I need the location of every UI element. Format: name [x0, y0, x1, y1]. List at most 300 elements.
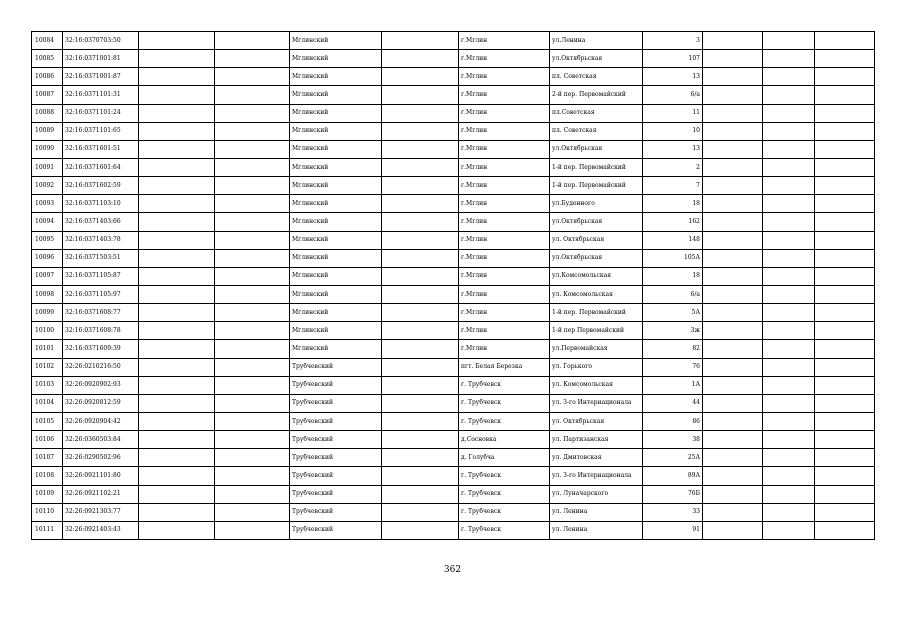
street-cell: 1-й пер. Первомайский	[550, 177, 643, 195]
house-number-cell: 1А	[643, 376, 703, 394]
district-cell: Трубчевский	[290, 431, 382, 449]
empty-cell	[703, 467, 763, 485]
settlement-cell: г. Трубчевск	[459, 376, 550, 394]
cadastral-number-cell: 32:16:0371101:24	[63, 104, 139, 122]
empty-cell	[815, 358, 875, 376]
cadastral-number-cell: 32:16:0371608:78	[63, 322, 139, 340]
empty-cell	[139, 485, 215, 503]
settlement-cell: г.Мглин	[459, 340, 550, 358]
empty-cell	[382, 213, 459, 231]
empty-cell	[382, 249, 459, 267]
empty-cell	[382, 50, 459, 68]
empty-cell	[139, 104, 215, 122]
district-cell: Трубчевский	[290, 467, 382, 485]
street-cell: ул.Октябрьская	[550, 50, 643, 68]
empty-cell	[703, 177, 763, 195]
empty-cell	[703, 285, 763, 303]
settlement-cell: г.Мглин	[459, 195, 550, 213]
record-number-cell: 10102	[32, 358, 63, 376]
settlement-cell: г.Мглин	[459, 140, 550, 158]
empty-cell	[763, 412, 815, 430]
settlement-cell: г.Мглин	[459, 267, 550, 285]
district-cell: Трубчевский	[290, 358, 382, 376]
empty-cell	[215, 50, 290, 68]
cadastral-number-cell: 32:26:0360503:84	[63, 431, 139, 449]
district-cell: Мглинский	[290, 267, 382, 285]
street-cell: 2-й пер. Первомайский	[550, 86, 643, 104]
record-number-cell: 10095	[32, 231, 63, 249]
record-number-cell: 10106	[32, 431, 63, 449]
house-number-cell: 13	[643, 68, 703, 86]
settlement-cell: г.Мглин	[459, 122, 550, 140]
empty-cell	[815, 394, 875, 412]
empty-cell	[139, 467, 215, 485]
empty-cell	[763, 304, 815, 322]
street-cell: ул. Октябрьская	[550, 412, 643, 430]
table-row	[32, 86, 875, 104]
empty-cell	[703, 304, 763, 322]
table-row	[32, 32, 875, 50]
registry-table	[31, 31, 875, 540]
cadastral-number-cell: 32:26:0210216:50	[63, 358, 139, 376]
district-cell: Трубчевский	[290, 394, 382, 412]
registry-table-body	[32, 32, 875, 540]
table-row	[32, 195, 875, 213]
settlement-cell: г.Мглин	[459, 177, 550, 195]
empty-cell	[139, 177, 215, 195]
record-number-cell: 10103	[32, 376, 63, 394]
empty-cell	[815, 122, 875, 140]
table-row	[32, 140, 875, 158]
empty-cell	[382, 267, 459, 285]
table-row	[32, 177, 875, 195]
empty-cell	[815, 104, 875, 122]
empty-cell	[382, 376, 459, 394]
settlement-cell: г. Трубчевск	[459, 412, 550, 430]
empty-cell	[215, 358, 290, 376]
district-cell: Трубчевский	[290, 521, 382, 539]
table-row	[32, 158, 875, 176]
empty-cell	[815, 485, 875, 503]
empty-cell	[382, 68, 459, 86]
record-number-cell: 10088	[32, 104, 63, 122]
house-number-cell: 18	[643, 267, 703, 285]
empty-cell	[215, 68, 290, 86]
empty-cell	[763, 376, 815, 394]
empty-cell	[215, 521, 290, 539]
record-number-cell: 10107	[32, 449, 63, 467]
empty-cell	[763, 358, 815, 376]
empty-cell	[815, 322, 875, 340]
empty-cell	[382, 467, 459, 485]
empty-cell	[763, 231, 815, 249]
street-cell: ул. Луначарского	[550, 485, 643, 503]
empty-cell	[703, 68, 763, 86]
empty-cell	[139, 122, 215, 140]
table-row	[32, 50, 875, 68]
house-number-cell: 3ж	[643, 322, 703, 340]
empty-cell	[815, 412, 875, 430]
empty-cell	[703, 195, 763, 213]
street-cell: ул.Буденного	[550, 195, 643, 213]
settlement-cell: г.Мглин	[459, 213, 550, 231]
empty-cell	[382, 449, 459, 467]
empty-cell	[703, 267, 763, 285]
house-number-cell: 44	[643, 394, 703, 412]
table-row	[32, 322, 875, 340]
empty-cell	[703, 431, 763, 449]
cadastral-number-cell: 32:26:0920902:93	[63, 376, 139, 394]
empty-cell	[215, 86, 290, 104]
table-row	[32, 394, 875, 412]
record-number-cell: 10104	[32, 394, 63, 412]
street-cell: ул. Горького	[550, 358, 643, 376]
empty-cell	[215, 485, 290, 503]
district-cell: Мглинский	[290, 122, 382, 140]
settlement-cell: г.Мглин	[459, 304, 550, 322]
cadastral-number-cell: 32:16:0371403:78	[63, 231, 139, 249]
record-number-cell: 10091	[32, 158, 63, 176]
empty-cell	[139, 213, 215, 231]
cadastral-number-cell: 32:26:0920904:42	[63, 412, 139, 430]
table-row	[32, 285, 875, 303]
district-cell: Мглинский	[290, 322, 382, 340]
record-number-cell: 10111	[32, 521, 63, 539]
house-number-cell: 91	[643, 521, 703, 539]
empty-cell	[382, 503, 459, 521]
empty-cell	[815, 140, 875, 158]
district-cell: Трубчевский	[290, 376, 382, 394]
empty-cell	[763, 213, 815, 231]
house-number-cell: 11	[643, 104, 703, 122]
empty-cell	[139, 86, 215, 104]
cadastral-number-cell: 32:16:0371001:81	[63, 50, 139, 68]
settlement-cell: г. Трубчевск	[459, 521, 550, 539]
empty-cell	[815, 376, 875, 394]
empty-cell	[382, 231, 459, 249]
record-number-cell: 10101	[32, 340, 63, 358]
house-number-cell: 148	[643, 231, 703, 249]
district-cell: Трубчевский	[290, 503, 382, 521]
house-number-cell: 6/а	[643, 285, 703, 303]
empty-cell	[382, 485, 459, 503]
empty-cell	[703, 340, 763, 358]
empty-cell	[139, 358, 215, 376]
table-row	[32, 213, 875, 231]
house-number-cell: 107	[643, 50, 703, 68]
empty-cell	[382, 358, 459, 376]
record-number-cell: 10108	[32, 467, 63, 485]
empty-cell	[763, 394, 815, 412]
district-cell: Мглинский	[290, 231, 382, 249]
empty-cell	[215, 267, 290, 285]
empty-cell	[139, 158, 215, 176]
street-cell: пл.Советская	[550, 104, 643, 122]
table-row	[32, 503, 875, 521]
settlement-cell: г.Мглин	[459, 158, 550, 176]
empty-cell	[763, 249, 815, 267]
empty-cell	[703, 412, 763, 430]
settlement-cell: г.Мглин	[459, 104, 550, 122]
district-cell: Трубчевский	[290, 485, 382, 503]
empty-cell	[763, 267, 815, 285]
house-number-cell: 6/а	[643, 86, 703, 104]
street-cell: пл. Советская	[550, 68, 643, 86]
empty-cell	[815, 340, 875, 358]
empty-cell	[215, 285, 290, 303]
empty-cell	[215, 32, 290, 50]
empty-cell	[382, 394, 459, 412]
table-row	[32, 376, 875, 394]
table-row	[32, 485, 875, 503]
empty-cell	[139, 50, 215, 68]
empty-cell	[703, 503, 763, 521]
cadastral-number-cell: 32:16:0371103:10	[63, 195, 139, 213]
cadastral-number-cell: 32:16:0371608:77	[63, 304, 139, 322]
empty-cell	[815, 68, 875, 86]
empty-cell	[763, 503, 815, 521]
empty-cell	[763, 521, 815, 539]
district-cell: Мглинский	[290, 104, 382, 122]
settlement-cell: г.Мглин	[459, 68, 550, 86]
cadastral-number-cell: 32:16:0371105:87	[63, 267, 139, 285]
empty-cell	[703, 521, 763, 539]
empty-cell	[215, 177, 290, 195]
empty-cell	[703, 249, 763, 267]
empty-cell	[215, 412, 290, 430]
empty-cell	[215, 449, 290, 467]
empty-cell	[215, 231, 290, 249]
empty-cell	[703, 485, 763, 503]
empty-cell	[815, 177, 875, 195]
street-cell: пл. Советская	[550, 122, 643, 140]
empty-cell	[703, 394, 763, 412]
house-number-cell: 25А	[643, 449, 703, 467]
empty-cell	[815, 195, 875, 213]
cadastral-number-cell: 32:16:0371101:31	[63, 86, 139, 104]
district-cell: Мглинский	[290, 158, 382, 176]
settlement-cell: г. Трубчевск	[459, 485, 550, 503]
cadastral-number-cell: 32:26:0290502:96	[63, 449, 139, 467]
district-cell: Мглинский	[290, 285, 382, 303]
empty-cell	[763, 158, 815, 176]
empty-cell	[703, 50, 763, 68]
cadastral-number-cell: 32:26:0920812:59	[63, 394, 139, 412]
cadastral-number-cell: 32:16:0371609:39	[63, 340, 139, 358]
empty-cell	[382, 177, 459, 195]
empty-cell	[215, 304, 290, 322]
empty-cell	[763, 68, 815, 86]
table-row	[32, 521, 875, 539]
cadastral-number-cell: 32:16:0371503:51	[63, 249, 139, 267]
empty-cell	[763, 104, 815, 122]
empty-cell	[382, 140, 459, 158]
record-number-cell: 10100	[32, 322, 63, 340]
empty-cell	[139, 322, 215, 340]
empty-cell	[215, 503, 290, 521]
empty-cell	[215, 467, 290, 485]
house-number-cell: 76Б	[643, 485, 703, 503]
page-number: 362	[443, 565, 462, 575]
record-number-cell: 10092	[32, 177, 63, 195]
empty-cell	[382, 86, 459, 104]
empty-cell	[815, 521, 875, 539]
cadastral-number-cell: 32:16:0371601:51	[63, 140, 139, 158]
house-number-cell: 89А	[643, 467, 703, 485]
empty-cell	[815, 32, 875, 50]
empty-cell	[215, 140, 290, 158]
settlement-cell: г.Мглин	[459, 231, 550, 249]
settlement-cell: г.Мглин	[459, 249, 550, 267]
house-number-cell: 76	[643, 358, 703, 376]
cadastral-number-cell: 32:26:0921303:77	[63, 503, 139, 521]
empty-cell	[139, 394, 215, 412]
empty-cell	[139, 267, 215, 285]
empty-cell	[382, 32, 459, 50]
empty-cell	[382, 285, 459, 303]
table-row	[32, 231, 875, 249]
house-number-cell: 5А	[643, 304, 703, 322]
district-cell: Мглинский	[290, 249, 382, 267]
street-cell: 1-й пер. Первомайский	[550, 304, 643, 322]
district-cell: Мглинский	[290, 304, 382, 322]
empty-cell	[382, 322, 459, 340]
cadastral-number-cell: 32:16:0370703:50	[63, 32, 139, 50]
record-number-cell: 10098	[32, 285, 63, 303]
table-row	[32, 68, 875, 86]
empty-cell	[815, 467, 875, 485]
empty-cell	[382, 340, 459, 358]
house-number-cell: 38	[643, 431, 703, 449]
cadastral-number-cell: 32:16:0371001:87	[63, 68, 139, 86]
empty-cell	[382, 122, 459, 140]
district-cell: Мглинский	[290, 195, 382, 213]
empty-cell	[763, 431, 815, 449]
empty-cell	[703, 122, 763, 140]
record-number-cell: 10097	[32, 267, 63, 285]
table-row	[32, 358, 875, 376]
house-number-cell: 105А	[643, 249, 703, 267]
empty-cell	[703, 231, 763, 249]
settlement-cell: г.Мглин	[459, 86, 550, 104]
empty-cell	[815, 231, 875, 249]
house-number-cell: 7	[643, 177, 703, 195]
cadastral-number-cell: 32:16:0371105:97	[63, 285, 139, 303]
empty-cell	[139, 304, 215, 322]
table-row	[32, 412, 875, 430]
settlement-cell: д.Сосновка	[459, 431, 550, 449]
cadastral-number-cell: 32:26:0921102:21	[63, 485, 139, 503]
house-number-cell: 162	[643, 213, 703, 231]
empty-cell	[703, 213, 763, 231]
settlement-cell: г.Мглин	[459, 32, 550, 50]
empty-cell	[763, 177, 815, 195]
street-cell: ул. Комсомольская	[550, 285, 643, 303]
street-cell: 1-й пер. Первомайский	[550, 158, 643, 176]
empty-cell	[763, 50, 815, 68]
district-cell: Трубчевский	[290, 449, 382, 467]
house-number-cell: 82	[643, 340, 703, 358]
district-cell: Мглинский	[290, 340, 382, 358]
empty-cell	[763, 485, 815, 503]
record-number-cell: 10093	[32, 195, 63, 213]
empty-cell	[703, 86, 763, 104]
empty-cell	[139, 140, 215, 158]
table-row	[32, 267, 875, 285]
empty-cell	[763, 140, 815, 158]
table-row	[32, 122, 875, 140]
empty-cell	[815, 449, 875, 467]
district-cell: Мглинский	[290, 50, 382, 68]
empty-cell	[139, 68, 215, 86]
empty-cell	[215, 376, 290, 394]
empty-cell	[382, 304, 459, 322]
table-row	[32, 104, 875, 122]
empty-cell	[215, 322, 290, 340]
empty-cell	[815, 249, 875, 267]
empty-cell	[815, 267, 875, 285]
record-number-cell: 10099	[32, 304, 63, 322]
cadastral-number-cell: 32:26:0921101:80	[63, 467, 139, 485]
record-number-cell: 10110	[32, 503, 63, 521]
cadastral-number-cell: 32:16:0371403:66	[63, 213, 139, 231]
empty-cell	[215, 195, 290, 213]
empty-cell	[763, 122, 815, 140]
empty-cell	[382, 431, 459, 449]
cadastral-number-cell: 32:16:0371601:64	[63, 158, 139, 176]
street-cell: ул.Первомайская	[550, 340, 643, 358]
empty-cell	[139, 376, 215, 394]
empty-cell	[763, 449, 815, 467]
house-number-cell: 2	[643, 158, 703, 176]
district-cell: Мглинский	[290, 213, 382, 231]
settlement-cell: д. Голубча	[459, 449, 550, 467]
street-cell: ул. Комсомольская	[550, 376, 643, 394]
cadastral-number-cell: 32:16:0371602:59	[63, 177, 139, 195]
empty-cell	[215, 158, 290, 176]
street-cell: ул. Октябрьская	[550, 231, 643, 249]
street-cell: ул.Ленина	[550, 32, 643, 50]
empty-cell	[215, 394, 290, 412]
house-number-cell: 86	[643, 412, 703, 430]
empty-cell	[139, 503, 215, 521]
house-number-cell: 13	[643, 140, 703, 158]
record-number-cell: 10087	[32, 86, 63, 104]
empty-cell	[139, 249, 215, 267]
empty-cell	[763, 322, 815, 340]
empty-cell	[382, 104, 459, 122]
record-number-cell: 10105	[32, 412, 63, 430]
empty-cell	[703, 104, 763, 122]
street-cell: ул. 3-го Интернационала	[550, 394, 643, 412]
district-cell: Мглинский	[290, 86, 382, 104]
record-number-cell: 10086	[32, 68, 63, 86]
empty-cell	[215, 104, 290, 122]
street-cell: ул. Дмитовская	[550, 449, 643, 467]
street-cell: ул.Октябрьская	[550, 213, 643, 231]
empty-cell	[703, 376, 763, 394]
empty-cell	[815, 431, 875, 449]
empty-cell	[139, 285, 215, 303]
district-cell: Мглинский	[290, 177, 382, 195]
settlement-cell: пгт. Белая Березка	[459, 358, 550, 376]
house-number-cell: 3	[643, 32, 703, 50]
empty-cell	[382, 412, 459, 430]
empty-cell	[763, 340, 815, 358]
empty-cell	[382, 195, 459, 213]
settlement-cell: г.Мглин	[459, 322, 550, 340]
table-row	[32, 467, 875, 485]
